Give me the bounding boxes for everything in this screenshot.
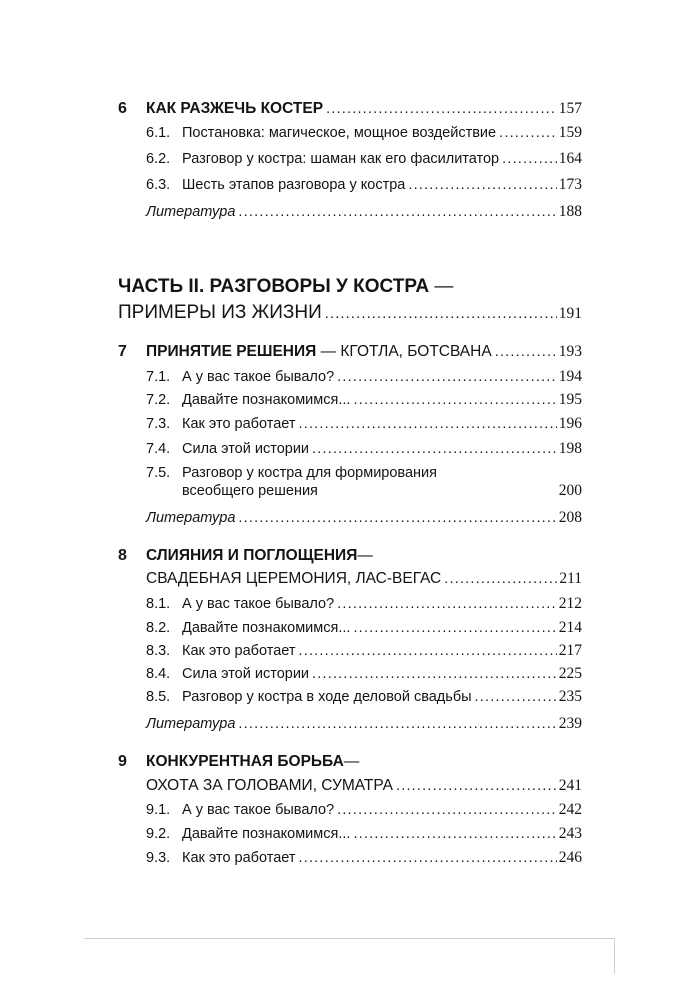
- dot-leader: [499, 124, 557, 142]
- entry-number: 8.4.: [146, 666, 171, 682]
- dot-leader: [238, 715, 556, 733]
- page-number: 239: [558, 715, 582, 732]
- chapter-subtitle: ОХОТА ЗА ГОЛОВАМИ, СУМАТРА: [146, 777, 393, 794]
- entry-number: 9.1.: [146, 802, 171, 818]
- page-number: 200: [558, 482, 582, 499]
- page-number: 193: [558, 343, 582, 360]
- page-number: 212: [558, 595, 582, 612]
- entry-number: 7.2.: [146, 392, 171, 408]
- chapter-9-heading: [118, 753, 582, 771]
- dot-leader: [298, 415, 556, 433]
- dot-leader: [337, 368, 557, 386]
- chapter-title: ПРИНЯТИЕ РЕШЕНИЯ: [146, 343, 317, 360]
- literature-label: Литература: [146, 510, 236, 526]
- part-title: [118, 276, 453, 298]
- chapter-number: 8: [118, 547, 127, 564]
- page-number: 195: [558, 391, 582, 408]
- toc-entry: [146, 150, 582, 168]
- entry-title-line-2: всеобщего решения: [182, 483, 318, 499]
- dot-leader: [444, 570, 557, 588]
- entry-title-line-1: Разговор у костра для формирования: [182, 465, 437, 481]
- toc-entry: [146, 368, 582, 386]
- dot-leader: [353, 391, 556, 409]
- entry-number: 8.2.: [146, 620, 171, 636]
- chapter-7-heading: [118, 343, 582, 361]
- entry-title: Как это работает: [182, 850, 296, 866]
- dot-leader: [312, 440, 557, 458]
- entry-title: Как это работает: [182, 643, 296, 659]
- entry-title: Сила этой истории: [182, 666, 310, 682]
- entry-title: А у вас такое бывало?: [182, 802, 335, 818]
- dot-leader: [502, 150, 557, 168]
- page-number: 243: [558, 825, 582, 842]
- chapter-number: 9: [118, 753, 127, 770]
- page-number: 225: [558, 665, 582, 682]
- entry-title: Как это работает: [182, 416, 296, 432]
- footer-corner-tick: [614, 938, 615, 974]
- chapter-title: КАК РАЗЖЕЧЬ КОСТЕР: [146, 100, 324, 117]
- entry-number: 8.3.: [146, 643, 171, 659]
- toc-entry: [146, 595, 582, 613]
- page-number: 211: [559, 570, 582, 587]
- toc-entry: [146, 688, 582, 706]
- dot-leader: [353, 619, 556, 637]
- entry-number: 7.4.: [146, 441, 171, 457]
- page-number: 198: [558, 440, 582, 457]
- chapter-6-heading: [118, 100, 582, 118]
- toc-entry: [146, 124, 582, 142]
- part-subtitle-line: [118, 302, 582, 325]
- entry-number: 7.1.: [146, 369, 171, 385]
- page-number: 214: [558, 619, 582, 636]
- toc-entry: [146, 619, 582, 637]
- page-number: 159: [558, 124, 582, 141]
- dot-leader: [298, 849, 556, 867]
- entry-title: А у вас такое бывало?: [182, 369, 335, 385]
- toc-entry: [146, 176, 582, 194]
- entry-number: 8.5.: [146, 689, 171, 705]
- page-number: 188: [558, 203, 582, 220]
- dot-leader: [238, 203, 556, 221]
- page-number: 157: [558, 100, 582, 117]
- chapter-title: КОНКУРЕНТНАЯ БОРЬБА: [146, 753, 344, 770]
- page-number: 217: [558, 642, 582, 659]
- entry-title: Шесть этапов разговора у костра: [182, 177, 406, 193]
- dot-leader: [312, 665, 557, 683]
- dot-leader: [353, 825, 556, 843]
- entry-number: 8.1.: [146, 596, 171, 612]
- toc-entry: [146, 665, 582, 683]
- page-number: 246: [558, 849, 582, 866]
- entry-title: А у вас такое бывало?: [182, 596, 335, 612]
- entry-number: 6.1.: [146, 125, 171, 141]
- page-number: 191: [558, 305, 582, 322]
- entry-number: 6.2.: [146, 151, 171, 167]
- page-number: 235: [558, 688, 582, 705]
- literature-label: Литература: [146, 204, 236, 220]
- chapter-subtitle: КГОТЛА, БОТСВАНА: [340, 343, 492, 360]
- chapter-subtitle-line: [146, 777, 582, 795]
- toc-entry: [146, 825, 582, 843]
- page-number: 208: [558, 509, 582, 526]
- toc-entry: [146, 391, 582, 409]
- dot-leader: [396, 777, 557, 795]
- page-number: 242: [558, 801, 582, 818]
- entry-title: Сила этой истории: [182, 441, 310, 457]
- literature-entry: [146, 509, 582, 527]
- chapter-number: 6: [118, 100, 127, 117]
- toc-entry: [146, 642, 582, 660]
- page-number: 241: [558, 777, 582, 794]
- entry-number: 6.3.: [146, 177, 171, 193]
- page-number: 164: [558, 150, 582, 167]
- chapter-dash: —: [316, 343, 341, 360]
- chapter-subtitle-line: [146, 570, 582, 588]
- chapter-dash: —: [343, 753, 360, 770]
- entry-title: Давайте познакомимся...: [182, 620, 351, 636]
- dot-leader: [495, 343, 557, 361]
- entry-title: Давайте познакомимся...: [182, 826, 351, 842]
- part-subtitle: ПРИМЕРЫ ИЗ ЖИЗНИ: [118, 302, 322, 323]
- toc-entry: [146, 415, 582, 433]
- footer-rule: [84, 938, 614, 939]
- part-heading: ЧАСТЬ II. РАЗГОВОРЫ У КОСТРА: [118, 276, 430, 297]
- entry-number: 9.2.: [146, 826, 171, 842]
- toc-entry: [146, 440, 582, 458]
- page-number: 196: [558, 415, 582, 432]
- dot-leader: [298, 642, 556, 660]
- chapter-8-heading: [118, 547, 582, 565]
- literature-label: Литература: [146, 716, 236, 732]
- entry-number: 7.5.: [146, 465, 171, 481]
- toc-entry: [146, 801, 582, 819]
- literature-entry: [146, 203, 582, 221]
- entry-number: 9.3.: [146, 850, 171, 866]
- entry-title: Давайте познакомимся...: [182, 392, 351, 408]
- chapter-title: СЛИЯНИЯ И ПОГЛОЩЕНИЯ: [146, 547, 358, 564]
- dot-leader: [337, 595, 557, 613]
- literature-entry: [146, 715, 582, 733]
- page-number: 194: [558, 368, 582, 385]
- chapter-dash: —: [357, 547, 373, 564]
- part-dash: —: [429, 276, 454, 297]
- page-number: 173: [558, 176, 582, 193]
- toc-entry: [146, 849, 582, 867]
- toc-entry-multiline: [146, 464, 582, 500]
- dot-leader: [238, 509, 556, 527]
- chapter-number: 7: [118, 343, 127, 360]
- dot-leader: [325, 303, 557, 325]
- dot-leader: [326, 100, 557, 118]
- entry-number: 7.3.: [146, 416, 171, 432]
- entry-title: Постановка: магическое, мощное воздействие: [182, 125, 497, 141]
- entry-title: Разговор у костра в ходе деловой свадьбы: [182, 689, 472, 705]
- dot-leader: [408, 176, 556, 194]
- dot-leader: [475, 688, 557, 706]
- dot-leader: [337, 801, 557, 819]
- entry-title: Разговор у костра: шаман как его фасилитатор: [182, 151, 500, 167]
- chapter-subtitle: СВАДЕБНАЯ ЦЕРЕМОНИЯ, ЛАС-ВЕГАС: [146, 570, 442, 587]
